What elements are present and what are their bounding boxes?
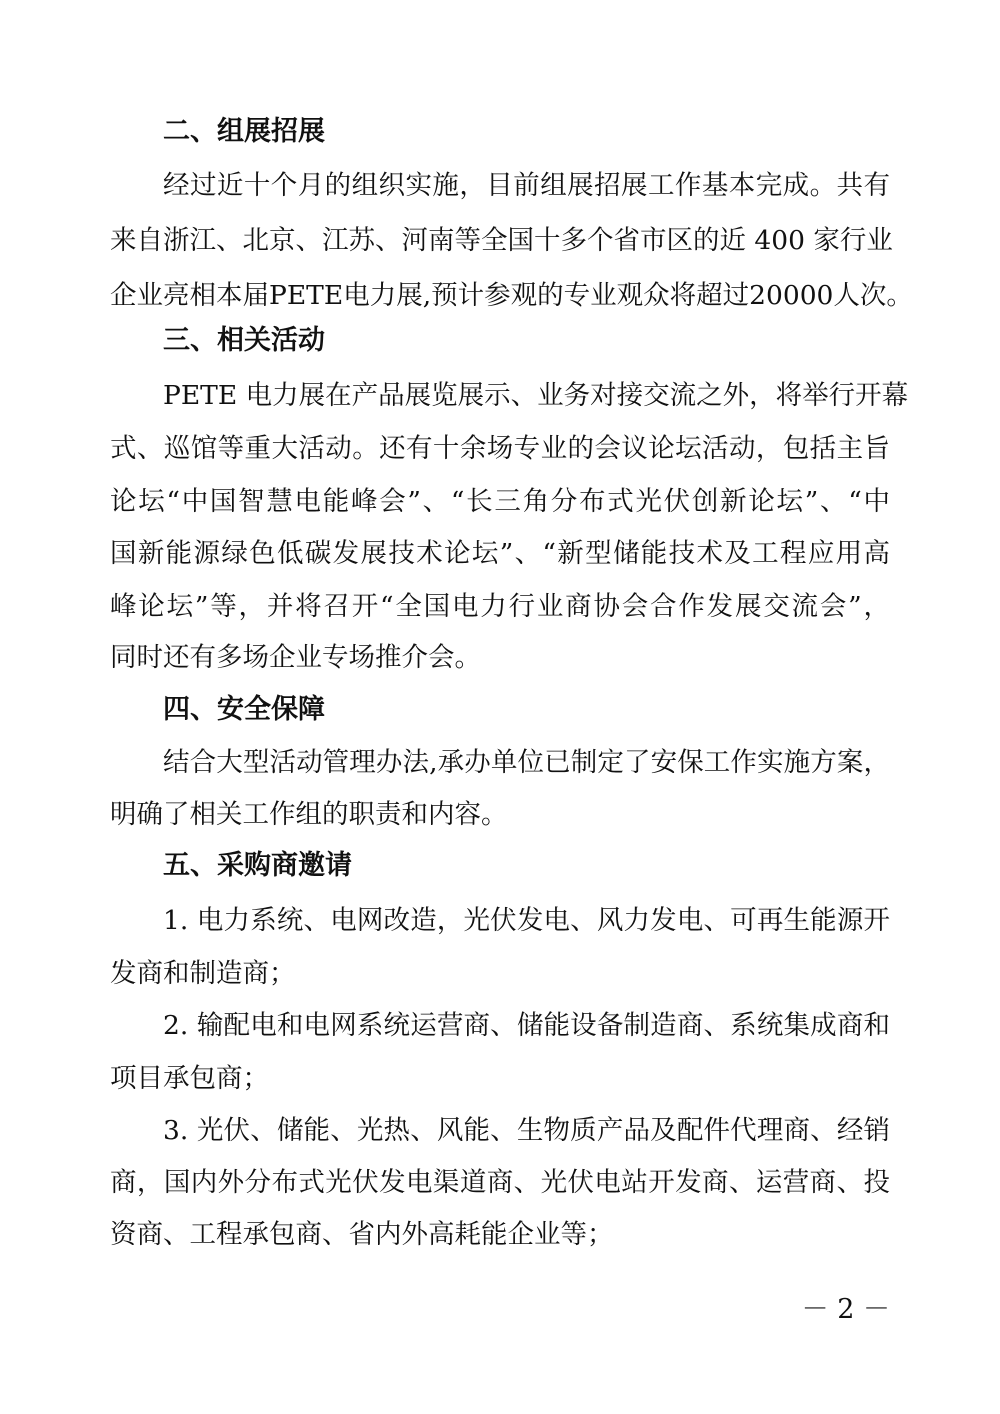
paragraph-line: 企业亮相本届PETE电力展,预计参观的专业观众将超过20000人次。 (110, 280, 913, 311)
paragraph-line: 来自浙江、北京、江苏、河南等全国十多个省市区的近 400 家行业 (110, 225, 893, 256)
section-heading-buyers: 五、采购商邀请 (163, 850, 352, 881)
section-heading-activities: 三、相关活动 (163, 325, 325, 356)
paragraph-line: PETE 电力展在产品展览展示、业务对接交流之外，将举行开幕 (163, 380, 909, 411)
list-item-line: 项目承包商； (110, 1063, 269, 1094)
paragraph-line: 论坛“中国智慧电能峰会”、“长三角分布式光伏创新论坛”、“中 (110, 486, 890, 517)
paragraph-line: 结合大型活动管理办法,承办单位已制定了安保工作实施方案， (163, 747, 890, 778)
paragraph-line: 同时还有多场企业专场推介会。 (110, 642, 481, 673)
page-number: － 2 － (801, 1294, 890, 1325)
list-item-line: 3. 光伏、储能、光热、风能、生物质产品及配件代理商、经销 (163, 1115, 890, 1146)
paragraph-line: 峰论坛”等，并将召开“全国电力行业商协会合作发展交流会”， (110, 591, 890, 622)
paragraph-line: 经过近十个月的组织实施，目前组展招展工作基本完成。共有 (163, 170, 890, 201)
section-heading-exhibition: 二、组展招展 (163, 116, 325, 147)
list-item-line: 资商、工程承包商、省内外高耗能企业等； (110, 1219, 614, 1250)
list-item-line: 1. 电力系统、电网改造，光伏发电、风力发电、可再生能源开 (163, 905, 890, 936)
list-item-line: 发商和制造商； (110, 958, 296, 989)
paragraph-line: 明确了相关工作组的职责和内容。 (110, 799, 508, 830)
paragraph-line: 式、巡馆等重大活动。还有十余场专业的会议论坛活动，包括主旨 (110, 433, 890, 464)
list-item-line: 商，国内外分布式光伏发电渠道商、光伏电站开发商、运营商、投 (110, 1167, 890, 1198)
list-item-line: 2. 输配电和电网系统运营商、储能设备制造商、系统集成商和 (163, 1010, 890, 1041)
paragraph-line: 国新能源绿色低碳发展技术论坛”、“新型储能技术及工程应用高 (110, 538, 890, 569)
section-heading-security: 四、安全保障 (163, 694, 325, 725)
